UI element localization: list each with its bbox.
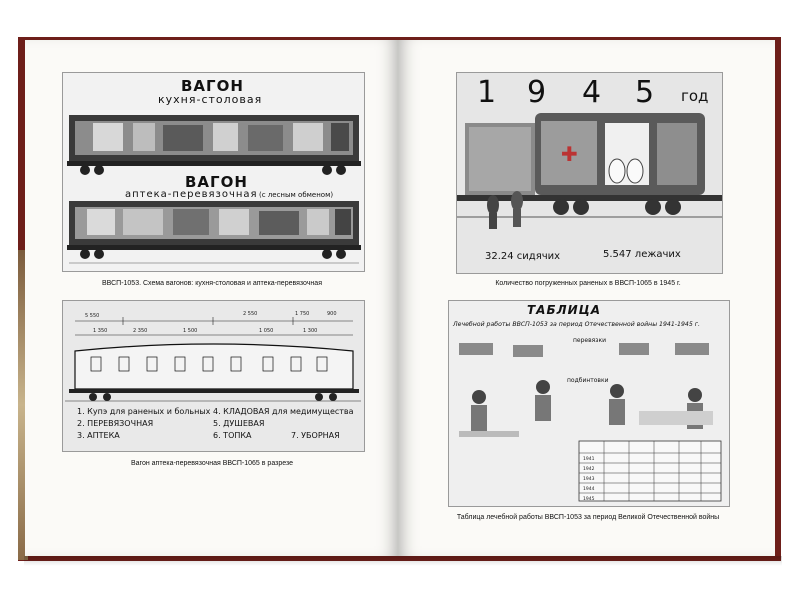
year-digit: 1 bbox=[477, 75, 497, 110]
figure4-caption: Таблица лечебной работы ВВСП-1053 за период Великой Отечественной войны bbox=[456, 514, 720, 521]
figure3-caption: Количество погруженных раненых в ВВСП-1065 в 1945 г. bbox=[495, 280, 681, 287]
figure1-subtitle: кухня-столовая bbox=[158, 93, 263, 106]
label-mid: подбинтовки bbox=[567, 377, 609, 384]
wagon-section-drawing bbox=[63, 301, 364, 451]
figure1-subtitle-2-note: (с лесным обменом) bbox=[259, 191, 334, 199]
table-row-year: 1944 bbox=[583, 487, 595, 492]
figure4-subtitle: Лечебной работы ВВСП-1053 за период Отечественной войны 1941-1945 г. bbox=[453, 321, 700, 328]
figure4-title: ТАБЛИЦА bbox=[527, 303, 602, 317]
dim-label: 1 350 bbox=[93, 328, 108, 334]
label-top: перевязки bbox=[573, 337, 606, 344]
dim-label: 1 050 bbox=[259, 328, 274, 334]
legend-item-1: 1. Купэ для раненых и больных bbox=[77, 407, 211, 416]
year-digit: 4 bbox=[582, 75, 602, 110]
train-car-drawing bbox=[457, 73, 722, 273]
figure1-caption: ВВСП-1053. Схема вагонов: кухня-столовая и аптека-перевязочная bbox=[102, 280, 322, 287]
left-page bbox=[25, 40, 398, 556]
dim-label: 2 350 bbox=[133, 328, 148, 334]
legend-item-2: 2. ПЕРЕВЯЗОЧНАЯ bbox=[77, 419, 154, 428]
table-row-year: 1945 bbox=[583, 497, 595, 502]
legend-item-3: 3. АПТЕКА bbox=[77, 431, 120, 440]
stat-lying: 5.547 лежачих bbox=[603, 249, 681, 260]
right-page bbox=[398, 40, 775, 556]
figure1-title: ВАГОН bbox=[181, 77, 244, 95]
figure-wagon-section bbox=[62, 300, 365, 452]
kitchen-wagon-drawing bbox=[63, 73, 364, 271]
dim-label: 1 500 bbox=[183, 328, 198, 334]
book-shadow bbox=[24, 556, 782, 566]
year-digit: 5 bbox=[635, 75, 655, 110]
table-row-year: 1943 bbox=[583, 477, 595, 482]
treatment-figures-drawing bbox=[449, 301, 729, 506]
figure-1945-drawing bbox=[456, 72, 723, 274]
red-cross-icon: ✚ bbox=[561, 142, 578, 166]
table-row-year: 1942 bbox=[583, 467, 595, 472]
dim-label: 1 750 bbox=[295, 311, 310, 317]
legend-item-4: 4. КЛАДОВАЯ для медимущества bbox=[213, 407, 354, 416]
figure1-title-2: ВАГОН bbox=[185, 173, 248, 191]
stat-sitting: 32.24 сидячих bbox=[485, 251, 561, 262]
figure1-subtitle-2: аптека-перевязочная bbox=[125, 189, 258, 200]
figure-wagon-schemes bbox=[62, 72, 365, 272]
dim-label: 900 bbox=[327, 311, 337, 317]
year-word: год bbox=[681, 87, 709, 105]
year-digit: 9 bbox=[527, 75, 547, 110]
dim-label: 2 550 bbox=[243, 311, 258, 317]
dim-label: 1 300 bbox=[303, 328, 318, 334]
table-row-year: 1941 bbox=[583, 457, 595, 462]
figure-treatment-table bbox=[448, 300, 730, 507]
legend-item-5: 5. ДУШЕВАЯ bbox=[213, 419, 265, 428]
dim-label: 5 550 bbox=[85, 313, 100, 319]
figure2-caption: Вагон аптека-перевязочная ВВСП-1065 в разрезе bbox=[131, 460, 293, 467]
legend-item-6: 6. ТОПКА bbox=[213, 431, 252, 440]
legend-item-7: 7. УБОРНАЯ bbox=[291, 431, 340, 440]
